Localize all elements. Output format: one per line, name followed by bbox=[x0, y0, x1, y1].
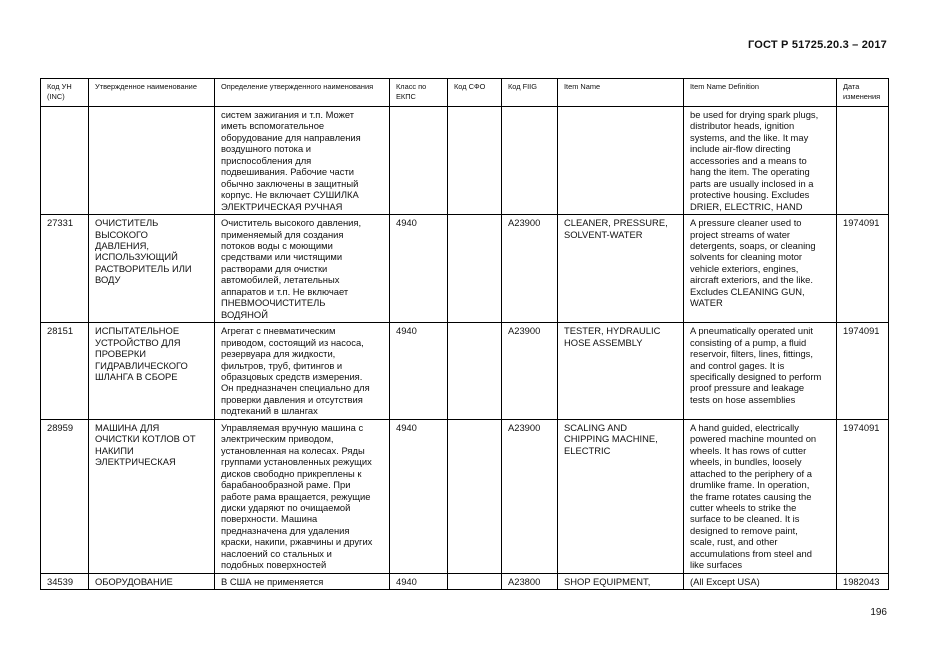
cell-definition: систем зажигания и т.п. Может иметь вспомогательное оборудование для направления воздушного потока и приспособления для подвешивания. Рабочие части обычно заключены в защитный корпус. Не включает СУШИЛКА ЭЛЕКТРИЧЕСКАЯ РУЧНАЯ bbox=[215, 107, 390, 215]
cell-change-date: 1974091 bbox=[837, 323, 889, 420]
cell-fiig-code: A23800 bbox=[502, 573, 558, 589]
cell-inc-code: 27331 bbox=[41, 215, 89, 323]
cell-item-name: TESTER, HYDRAULIC HOSE ASSEMBLY bbox=[558, 323, 684, 420]
cell-item-name: CLEANER, PRESSURE, SOLVENT-WATER bbox=[558, 215, 684, 323]
cell-item-name-definition: be used for drying spark plugs, distributor heads, ignition systems, and the like. It may include air-flow directing accessories and a means to hang the item. The operating parts are usually inclosed in a protective housing. Excludes DRIER, ELECTRIC, HAND bbox=[684, 107, 837, 215]
cell-change-date: 1974091 bbox=[837, 419, 889, 573]
cell-approved-name: ОЧИСТИТЕЛЬ ВЫСОКОГО ДАВЛЕНИЯ, ИСПОЛЬЗУЮЩИЙ РАСТВОРИТЕЛЬ ИЛИ ВОДУ bbox=[89, 215, 215, 323]
cell-inc-code: 34539 bbox=[41, 573, 89, 589]
column-header-inc: Код УН (INC) bbox=[41, 79, 89, 107]
items-table bbox=[40, 78, 889, 590]
cell-approved-name: ИСПЫТАТЕЛЬНОЕ УСТРОЙСТВО ДЛЯ ПРОВЕРКИ ГИДРАВЛИЧЕСКОГО ШЛАНГА В СБОРЕ bbox=[89, 323, 215, 420]
cell-definition: Управляемая вручную машина с электрическим приводом, установленная на колесах. Ряды группами установленных режущих дисков свободно прикреплены к барабанообразной раме. При работе рама вращается, режущие диски ударяют по очищаемой поверхности. Машина предназначена для удаления краски, накипи, ржавчины и других наслоений со стальных и подобных поверхностей bbox=[215, 419, 390, 573]
cell-approved-name: ОБОРУДОВАНИЕ bbox=[89, 573, 215, 589]
column-header-definition: Определение утвержденного наименования bbox=[215, 79, 390, 107]
cell-definition: Очиститель высокого давления, применяемый для создания потоков воды с моющими средствами или чистящими растворами для очистки автомобилей, летательных аппаратов и т.п. Не включает ПНЕВМООЧИСТИТЕЛЬ ВОДЯНОЙ bbox=[215, 215, 390, 323]
table-header-row bbox=[41, 79, 889, 107]
table-row bbox=[41, 215, 889, 323]
table-row bbox=[41, 419, 889, 573]
cell-change-date bbox=[837, 107, 889, 215]
column-header-fiig-code: Код FIIG bbox=[502, 79, 558, 107]
cell-sfo-code bbox=[448, 323, 502, 420]
cell-inc-code: 28959 bbox=[41, 419, 89, 573]
page-number: 196 bbox=[870, 607, 887, 618]
cell-ekps-class: 4940 bbox=[390, 419, 448, 573]
cell-item-name-definition: (All Except USA) bbox=[684, 573, 837, 589]
cell-ekps-class: 4940 bbox=[390, 215, 448, 323]
column-header-approved-name: Утвержденное наименование bbox=[89, 79, 215, 107]
cell-sfo-code bbox=[448, 573, 502, 589]
cell-definition: В США не применяется bbox=[215, 573, 390, 589]
table-row bbox=[41, 573, 889, 589]
cell-inc-code bbox=[41, 107, 89, 215]
cell-fiig-code bbox=[502, 107, 558, 215]
cell-fiig-code: A23900 bbox=[502, 215, 558, 323]
column-header-sfo-code: Код СФО bbox=[448, 79, 502, 107]
column-header-item-name-definition: Item Name Definition bbox=[684, 79, 837, 107]
cell-change-date: 1974091 bbox=[837, 215, 889, 323]
cell-definition: Агрегат с пневматическим приводом, состоящий из насоса, резервуара для жидкости, фильтров, труб, фитингов и образцовых средств измерения. Он предназначен специально для проверки давления и отсутствия подтеканий в шлангах bbox=[215, 323, 390, 420]
cell-sfo-code bbox=[448, 107, 502, 215]
cell-item-name: SCALING AND CHIPPING MACHINE, ELECTRIC bbox=[558, 419, 684, 573]
document-header: ГОСТ Р 51725.20.3 – 2017 bbox=[747, 39, 887, 51]
cell-item-name-definition: A pressure cleaner used to project streams of water detergents, soaps, or cleaning solvents for cleaning motor vehicle exteriors, engines, aircraft exteriors, and the like. Excludes CLEANING GUN, WATER bbox=[684, 215, 837, 323]
cell-change-date: 1982043 bbox=[837, 573, 889, 589]
column-header-item-name: Item Name bbox=[558, 79, 684, 107]
cell-ekps-class bbox=[390, 107, 448, 215]
cell-inc-code: 28151 bbox=[41, 323, 89, 420]
cell-sfo-code bbox=[448, 419, 502, 573]
column-header-change-date: Дата изменения bbox=[837, 79, 889, 107]
table-row bbox=[41, 107, 889, 215]
cell-sfo-code bbox=[448, 215, 502, 323]
table-row bbox=[41, 323, 889, 420]
cell-item-name-definition: A hand guided, electrically powered machine mounted on wheels. It has rows of cutter wheels, in bundles, loosely attached to the periphery of a drumlike frame. In operation, the frame rotates causing the cutter wheels to strike the surface to be cleaned. It is designed to remove paint, scale, rust, and other accumulations from steel and like surfaces bbox=[684, 419, 837, 573]
column-header-ekps-class: Класс по ЕКПС bbox=[390, 79, 448, 107]
cell-fiig-code: A23900 bbox=[502, 323, 558, 420]
cell-ekps-class: 4940 bbox=[390, 573, 448, 589]
cell-approved-name bbox=[89, 107, 215, 215]
cell-item-name-definition: A pneumatically operated unit consisting of a pump, a fluid reservoir, filters, lines, fittings, and control gages. It is specifically designed to perform proof pressure and leakage tests on hose assemblies bbox=[684, 323, 837, 420]
cell-ekps-class: 4940 bbox=[390, 323, 448, 420]
cell-approved-name: МАШИНА ДЛЯ ОЧИСТКИ КОТЛОВ ОТ НАКИПИ ЭЛЕКТРИЧЕСКАЯ bbox=[89, 419, 215, 573]
cell-fiig-code: A23900 bbox=[502, 419, 558, 573]
cell-item-name bbox=[558, 107, 684, 215]
cell-item-name: SHOP EQUIPMENT, bbox=[558, 573, 684, 589]
